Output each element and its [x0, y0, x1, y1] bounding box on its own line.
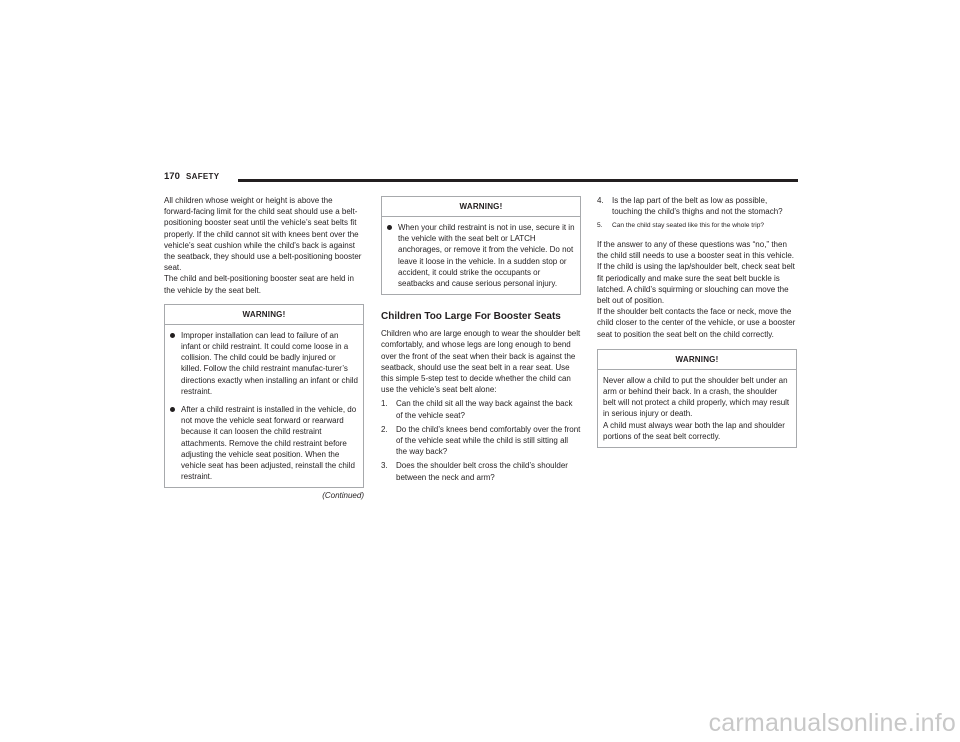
step-text: Does the shoulder belt cross the child’s shoulder between the neck and arm?	[396, 461, 568, 482]
step-text: Can the child sit all the way back against the back of the vehicle seat?	[396, 399, 573, 420]
warning-box-storage	[381, 196, 581, 295]
bullet-icon	[387, 225, 392, 230]
warning-body	[598, 370, 796, 447]
continued-label: (Continued)	[322, 491, 364, 501]
bullet-icon	[170, 407, 175, 412]
test-step	[381, 424, 581, 458]
result-paragraph: If the answer to any of these questions was “no,” then the child still needs to use a booster seat in this vehicle. If the child is using the lap/shoulder belt, check seat belt fit periodically and make sure the seat belt buckle is latched. A child’s squirming or slouching can move the belt out of position.	[597, 239, 795, 305]
warning-item-text: When your child restraint is not in use, secure it in the vehicle with the seat belt or LATCH anchorages, or remove it from the vehicle. Do not leave it loose in the vehicle. In a sudden stop or accident, it could strike the occupants or seatbacks and cause serious personal injury.	[398, 223, 575, 289]
warning-text: Never allow a child to put the shoulder belt under an arm or behind their back. In a crash, the shoulder belt will not protect a child properly, which may result in serious injury or death.	[603, 375, 790, 419]
step-number: 1.	[381, 399, 388, 409]
step-number: 2.	[381, 424, 388, 434]
test-step	[381, 460, 581, 482]
step-text: Can the child stay seated like this for the whole trip?	[612, 222, 765, 230]
section-heading: Children Too Large For Booster Seats	[381, 311, 561, 323]
column-middle	[381, 196, 581, 483]
warning-body	[382, 217, 580, 294]
warning-text-2: A child must always wear both the lap and shoulder portions of the seat belt correctly.	[603, 420, 785, 441]
page-number: 170	[164, 171, 180, 182]
warning-title: WARNING!	[598, 350, 796, 370]
test-intro: Children who are large enough to wear the shoulder belt comfortably, and whose legs are long enough to bend over the front of the seat when their back is against the seatback, should use the seat belt in a rear seat. Use this simple 5-step test to decide whether the child can use the vehicle’s seat belt alone:	[381, 329, 581, 395]
step-text: Is the lap part of the belt as low as possible, touching the child’s thighs and not the stomach?	[612, 196, 783, 217]
column-right	[597, 195, 797, 448]
warning-title: WARNING!	[165, 305, 363, 325]
warning-item	[170, 404, 358, 482]
warning-item	[170, 330, 358, 397]
watermark: carmanualsonline.info	[708, 709, 956, 737]
page-header	[164, 170, 798, 184]
warning-box-shoulder-belt	[597, 349, 797, 448]
step-number: 4.	[597, 196, 604, 205]
warning-box-installation	[164, 304, 364, 489]
step-number: 5.	[597, 222, 603, 230]
step-number: 3.	[381, 461, 388, 471]
warning-item	[387, 222, 575, 289]
test-step	[381, 398, 581, 420]
test-step	[597, 221, 797, 231]
warning-title: WARNING!	[382, 197, 580, 217]
warning-item-text: Improper installation can lead to failure of an infant or child restraint. It could come loose in a collision. The child could be badly injured or killed. Follow the child restraint manufac-turer’s directions exactly when installing an infant or child restraint.	[181, 330, 358, 396]
header-rule	[238, 179, 798, 182]
intro-paragraph: All children whose weight or height is above the forward-facing limit for the child seat should use a belt-positioning booster seat until the vehicle’s seat belts fit properly. If the child cannot sit with knees bent over the vehicle’s seat cushion while the child’s back is against the seatback, they should use a belt-positioning booster seat.	[164, 196, 362, 273]
warning-item-text: After a child restraint is installed in the vehicle, do not move the vehicle seat forward or rearward because it can loosen the child restraint attachments. Remove the child restraint before adjusting the vehicle seat position. When the vehicle seat has been adjusted, reinstall the child restraint.	[181, 405, 357, 482]
result-paragraph-2: If the shoulder belt contacts the face or neck, move the child closer to the center of the vehicle, or use a booster seat to position the seat belt on the child correctly.	[597, 307, 796, 339]
bullet-icon	[170, 333, 175, 338]
test-step	[597, 195, 797, 217]
warning-body	[165, 325, 363, 488]
column-left	[164, 195, 364, 502]
section-title: SAFETY	[186, 172, 220, 181]
step-text: Do the child’s knees bend comfortably over the front of the vehicle seat while the child is still sitting all the way back?	[396, 424, 581, 457]
intro-paragraph-2: The child and belt-positioning booster seat are held in the vehicle by the seat belt.	[164, 274, 354, 295]
